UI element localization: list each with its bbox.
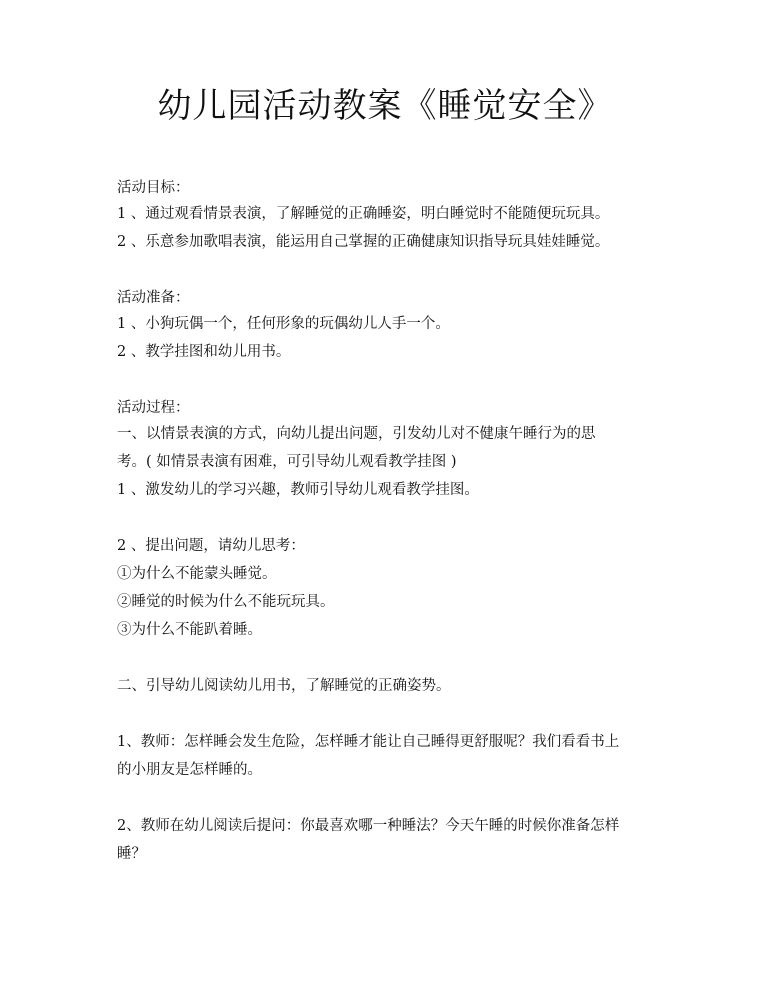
- paragraph-line: 的小朋友是怎样睡的。: [117, 762, 262, 778]
- paragraph-line: 二、引导幼儿阅读幼儿用书，了解睡觉的正确姿势。: [117, 678, 451, 694]
- document-title: 幼儿园活动教案《睡觉安全》: [157, 86, 613, 126]
- paragraph-line: 2 、乐意参加歌唱表演，能运用自己掌握的正确健康知识指导玩具娃娃睡觉。: [117, 234, 610, 250]
- section-heading-process: 活动过程：: [117, 400, 190, 416]
- paragraph-line: 1 、通过观看情景表演，了解睡觉的正确睡姿，明白睡觉时不能随便玩玩具。: [117, 206, 610, 222]
- paragraph-line: 2、教师在幼儿阅读后提问：你最喜欢哪一种睡法？今天午睡的时候你准备怎样: [117, 818, 620, 834]
- paragraph-line: 2 、提出问题，请幼儿思考：: [117, 538, 305, 554]
- section-heading-preparation: 活动准备：: [117, 290, 190, 306]
- paragraph-line: 1 、激发幼儿的学习兴趣，教师引导幼儿观看教学挂图。: [117, 482, 479, 498]
- section-heading-goals: 活动目标：: [117, 180, 190, 196]
- paragraph-line: ③为什么不能趴着睡。: [117, 622, 262, 638]
- paragraph-line: 2 、教学挂图和幼儿用书。: [117, 344, 291, 360]
- paragraph-line: ②睡觉的时候为什么不能玩玩具。: [117, 594, 335, 610]
- paragraph-line: 1 、小狗玩偶一个，任何形象的玩偶幼儿人手一个。: [117, 316, 450, 332]
- paragraph-line: 1、教师：怎样睡会发生危险，怎样睡才能让自己睡得更舒服呢？我们看看书上: [117, 734, 620, 750]
- paragraph-line: 睡？: [117, 846, 146, 862]
- paragraph-line: 一、以情景表演的方式，向幼儿提出问题，引发幼儿对不健康午睡行为的思: [117, 426, 596, 442]
- paragraph-line: 考。( 如情景表演有困难，可引导幼儿观看教学挂图 ): [117, 454, 457, 470]
- paragraph-line: ①为什么不能蒙头睡觉。: [117, 566, 277, 582]
